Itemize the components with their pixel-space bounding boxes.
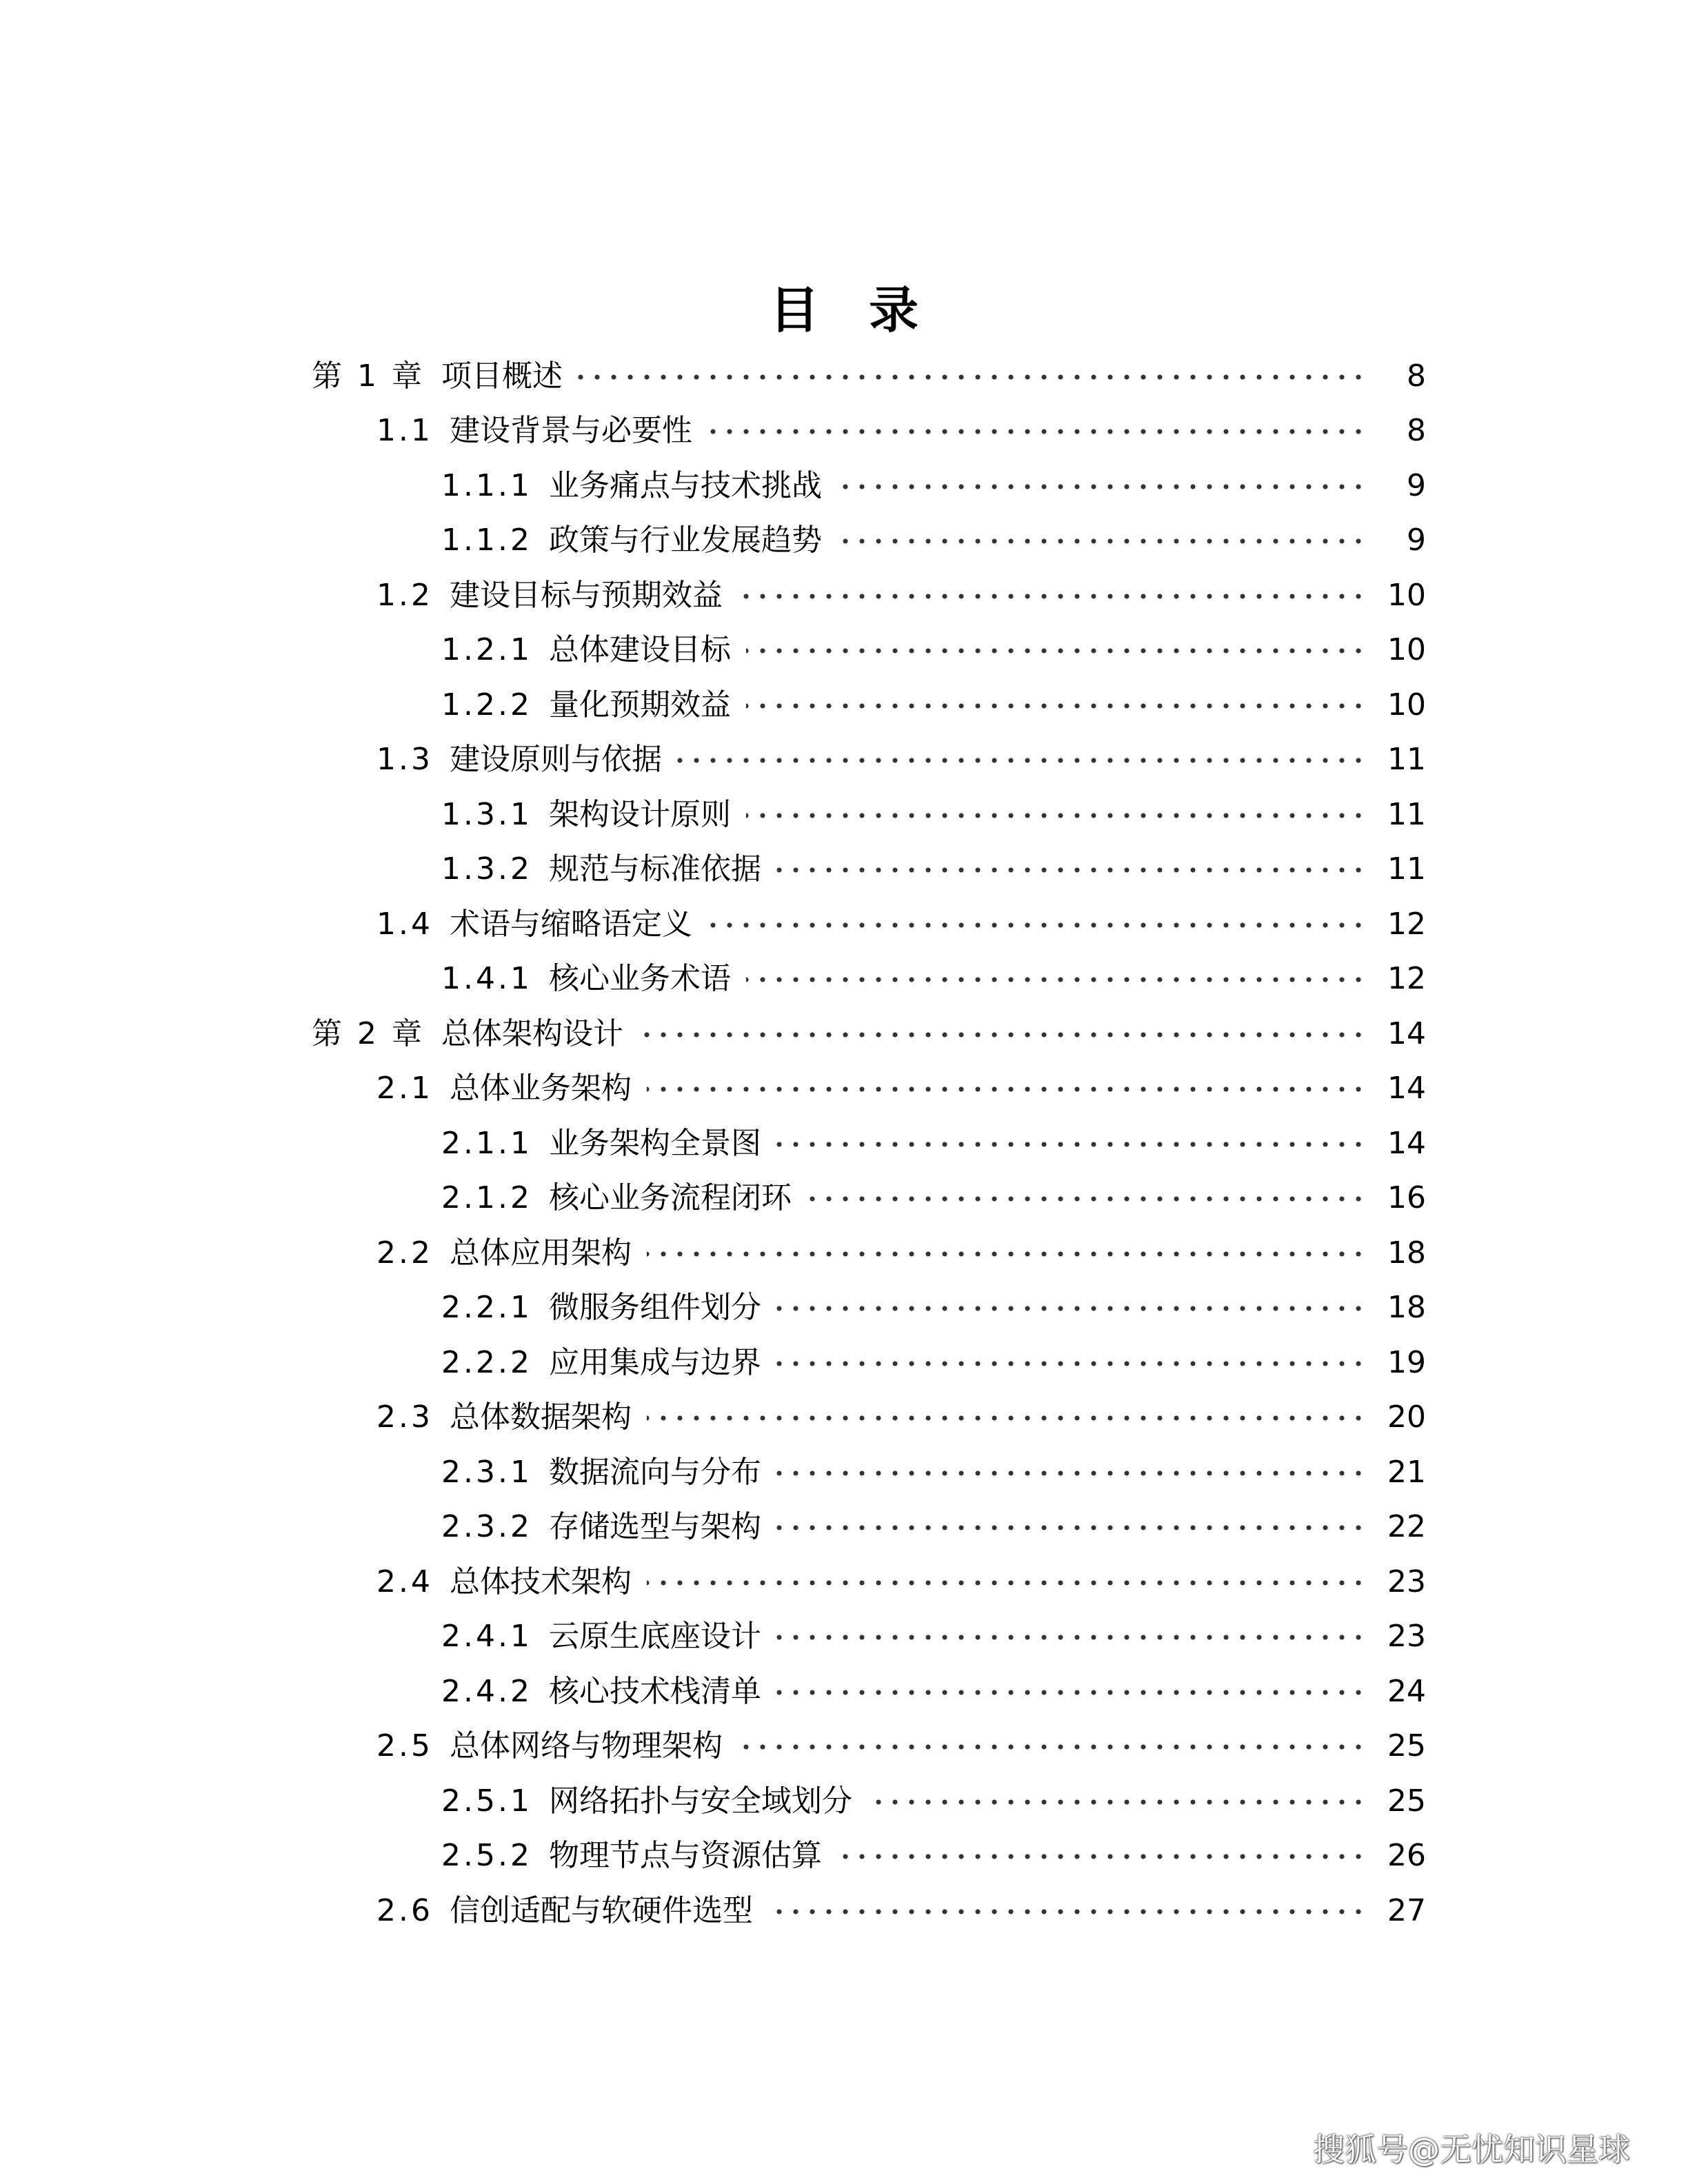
toc-entry-number: 2.4.2	[441, 1673, 532, 1709]
toc-entry-title: 总体应用架构	[449, 1235, 632, 1271]
toc-entry-page-number: 10	[1387, 577, 1426, 613]
toc-entry-number: 2.2.1	[441, 1290, 532, 1326]
toc-entry[interactable]	[0, 514, 1688, 569]
toc-entry[interactable]	[0, 1226, 1688, 1281]
toc-entry[interactable]	[0, 1116, 1688, 1171]
toc-dot-leader	[776, 1123, 1367, 1164]
toc-entry-title: 应用集成与边界	[548, 1344, 761, 1380]
toc-entry-number: 2.3.1	[441, 1454, 532, 1490]
toc-entry[interactable]	[0, 1171, 1688, 1226]
toc-dot-leader	[677, 739, 1367, 780]
toc-entry-page-number: 14	[1387, 1071, 1426, 1106]
toc-entry-title: 总体架构设计	[441, 1015, 623, 1051]
toc-dot-leader	[746, 958, 1367, 1000]
toc-entry[interactable]	[0, 1664, 1688, 1719]
toc-entry[interactable]	[0, 952, 1688, 1007]
toc-entry-page-number: 14	[1387, 1015, 1426, 1051]
toc-entry[interactable]	[0, 1007, 1688, 1062]
toc-entry-page-number: 19	[1387, 1344, 1426, 1380]
toc-dot-leader	[639, 1013, 1367, 1055]
toc-entry-number: 2.1.2	[441, 1180, 532, 1216]
toc-entry-number: 2.1	[376, 1071, 433, 1106]
toc-entry-title: 术语与缩略语定义	[449, 906, 692, 942]
toc-entry-title: 规范与标准依据	[548, 851, 761, 887]
toc-entry[interactable]	[0, 678, 1688, 733]
toc-entry[interactable]	[0, 842, 1688, 898]
toc-entry-title: 云原生底座设计	[548, 1619, 761, 1655]
toc-entry-page-number: 12	[1387, 961, 1426, 997]
toc-entry[interactable]	[0, 1883, 1688, 1939]
toc-entry-title: 架构设计原则	[548, 796, 731, 832]
toc-entry[interactable]	[0, 1610, 1688, 1665]
toc-entry-number: 1.2.1	[441, 632, 532, 668]
toc-entry-page-number: 24	[1387, 1673, 1426, 1709]
toc-entry[interactable]	[0, 1500, 1688, 1555]
toc-entry-title: 建设背景与必要性	[449, 413, 692, 449]
toc-dot-leader	[776, 1342, 1367, 1384]
toc-entry-page-number: 9	[1407, 467, 1426, 503]
toc-entry-page-number: 23	[1387, 1619, 1426, 1655]
toc-entry-title: 量化预期效益	[548, 687, 731, 722]
toc-entry[interactable]	[0, 349, 1688, 404]
watermark-text: 搜狐号@无忧知识星球	[1313, 2131, 1630, 2168]
toc-dot-leader	[837, 465, 1367, 507]
toc-entry-page-number: 20	[1387, 1399, 1426, 1435]
toc-entry-number: 1.3	[376, 742, 433, 778]
toc-entry-title: 总体网络与物理架构	[449, 1728, 723, 1764]
toc-dot-leader	[647, 1068, 1367, 1109]
toc-entry-number: 1.1	[376, 413, 433, 449]
toc-entry-title: 微服务组件划分	[548, 1290, 761, 1326]
toc-entry-number: 1.1.2	[441, 523, 532, 558]
toc-entry-page-number: 16	[1387, 1180, 1426, 1216]
toc-entry-title: 业务痛点与技术挑战	[548, 467, 822, 503]
toc-entry[interactable]	[0, 458, 1688, 514]
toc-entry-title: 物理节点与资源估算	[548, 1838, 822, 1874]
toc-dot-leader	[776, 1506, 1367, 1548]
toc-entry-title: 总体建设目标	[548, 632, 731, 668]
toc-dot-leader	[837, 520, 1367, 561]
toc-dot-leader	[647, 1561, 1367, 1603]
toc-dot-leader	[738, 1726, 1367, 1767]
toc-dot-leader	[746, 629, 1367, 671]
toc-entry-page-number: 26	[1387, 1838, 1426, 1874]
toc-entry-title: 业务架构全景图	[548, 1125, 761, 1161]
toc-entry-number: 1.2.2	[441, 687, 532, 722]
toc-entry-number: 2.5	[376, 1728, 433, 1764]
toc-entry-number: 2.5.1	[441, 1783, 532, 1819]
toc-entry-page-number: 23	[1387, 1564, 1426, 1599]
toc-entry-title: 总体业务架构	[449, 1071, 632, 1106]
toc-entry-number: 1.3.1	[441, 796, 532, 832]
toc-entry-number: 1.4	[376, 906, 433, 942]
toc-entry-page-number: 10	[1387, 632, 1426, 668]
toc-title: 目录	[769, 281, 968, 340]
toc-entry-page-number: 25	[1387, 1783, 1426, 1819]
toc-dot-leader	[578, 356, 1367, 397]
toc-dot-leader	[837, 1835, 1367, 1877]
toc-entry-number: 1.3.2	[441, 851, 532, 887]
toc-entry-number: 2.4.1	[441, 1619, 532, 1655]
toc-entry-title: 数据流向与分布	[548, 1454, 761, 1490]
toc-entry-page-number: 22	[1387, 1509, 1426, 1545]
toc-entry[interactable]	[0, 787, 1688, 842]
toc-entry-page-number: 21	[1387, 1454, 1426, 1490]
toc-entry[interactable]	[0, 1719, 1688, 1775]
toc-entry-number: 1.2	[376, 577, 433, 613]
toc-entry[interactable]	[0, 1062, 1688, 1117]
toc-entry-number: 1.4.1	[441, 961, 532, 997]
toc-dot-leader	[738, 575, 1367, 616]
toc-entry-number: 2.5.2	[441, 1838, 532, 1874]
toc-entry[interactable]	[0, 623, 1688, 678]
toc-entry-number: 1.1.1	[441, 467, 532, 503]
toc-entry-title: 存储选型与架构	[548, 1509, 761, 1545]
toc-entry[interactable]	[0, 404, 1688, 459]
toc-dot-leader	[776, 1452, 1367, 1493]
toc-entry-title: 核心业务流程闭环	[548, 1180, 792, 1216]
toc-entry[interactable]	[0, 1335, 1688, 1391]
toc-entry-title: 总体数据架构	[449, 1399, 632, 1435]
toc-entry[interactable]	[0, 568, 1688, 623]
toc-dot-leader	[776, 1671, 1367, 1712]
toc-dot-leader	[776, 1616, 1367, 1657]
toc-entry-number: 第 2 章	[312, 1015, 425, 1051]
toc-entry-title: 项目概述	[441, 358, 563, 394]
toc-dot-leader	[746, 685, 1367, 726]
toc-entry-number: 2.3.2	[441, 1509, 532, 1545]
toc-entry[interactable]	[0, 1281, 1688, 1336]
toc-entry-page-number: 10	[1387, 687, 1426, 722]
toc-entry-number: 2.3	[376, 1399, 433, 1435]
toc-entry-page-number: 8	[1407, 413, 1426, 449]
toc-entry-page-number: 12	[1387, 906, 1426, 942]
toc-dot-leader	[776, 1287, 1367, 1328]
toc-entry[interactable]	[0, 1774, 1688, 1829]
toc-entry[interactable]	[0, 1391, 1688, 1446]
toc-dot-leader	[867, 1781, 1367, 1822]
toc-dot-leader	[768, 1890, 1367, 1932]
toc-entry[interactable]	[0, 1829, 1688, 1884]
toc-entry-number: 2.2.2	[441, 1344, 532, 1380]
toc-entry-title: 建设目标与预期效益	[449, 577, 723, 613]
toc-entry-title: 核心技术栈清单	[548, 1673, 761, 1709]
toc-list	[0, 349, 1688, 1939]
toc-entry-page-number: 18	[1387, 1290, 1426, 1326]
toc-dot-leader	[707, 410, 1367, 452]
toc-entry-title: 核心业务术语	[548, 961, 731, 997]
toc-entry-number: 第 1 章	[312, 358, 425, 394]
toc-dot-leader	[647, 1397, 1367, 1438]
toc-entry-number: 2.6	[376, 1892, 433, 1928]
toc-entry-number: 2.2	[376, 1235, 433, 1271]
toc-entry-page-number: 25	[1387, 1728, 1426, 1764]
toc-dot-leader	[746, 794, 1367, 836]
toc-entry-page-number: 11	[1387, 851, 1426, 887]
toc-dot-leader	[776, 849, 1367, 890]
toc-entry[interactable]	[0, 1555, 1688, 1610]
toc-entry-title: 网络拓扑与安全域划分	[548, 1783, 852, 1819]
toc-entry-title: 总体技术架构	[449, 1564, 632, 1599]
toc-entry-title: 建设原则与依据	[449, 742, 662, 778]
toc-entry-page-number: 14	[1387, 1125, 1426, 1161]
toc-entry-page-number: 9	[1407, 523, 1426, 558]
toc-entry-page-number: 27	[1387, 1892, 1426, 1928]
toc-entry-page-number: 11	[1387, 742, 1426, 778]
toc-entry-number: 2.1.1	[441, 1125, 532, 1161]
toc-entry[interactable]	[0, 1445, 1688, 1500]
toc-dot-leader	[707, 904, 1367, 945]
toc-entry-page-number: 11	[1387, 796, 1426, 832]
toc-entry-page-number: 8	[1407, 358, 1426, 394]
toc-entry[interactable]	[0, 733, 1688, 788]
toc-dot-leader	[807, 1177, 1367, 1219]
toc-entry-page-number: 18	[1387, 1235, 1426, 1271]
toc-entry-title: 政策与行业发展趋势	[548, 523, 822, 558]
toc-dot-leader	[647, 1233, 1367, 1274]
toc-entry[interactable]	[0, 897, 1688, 952]
toc-entry-title: 信创适配与软硬件选型	[449, 1892, 753, 1928]
toc-entry-number: 2.4	[376, 1564, 433, 1599]
